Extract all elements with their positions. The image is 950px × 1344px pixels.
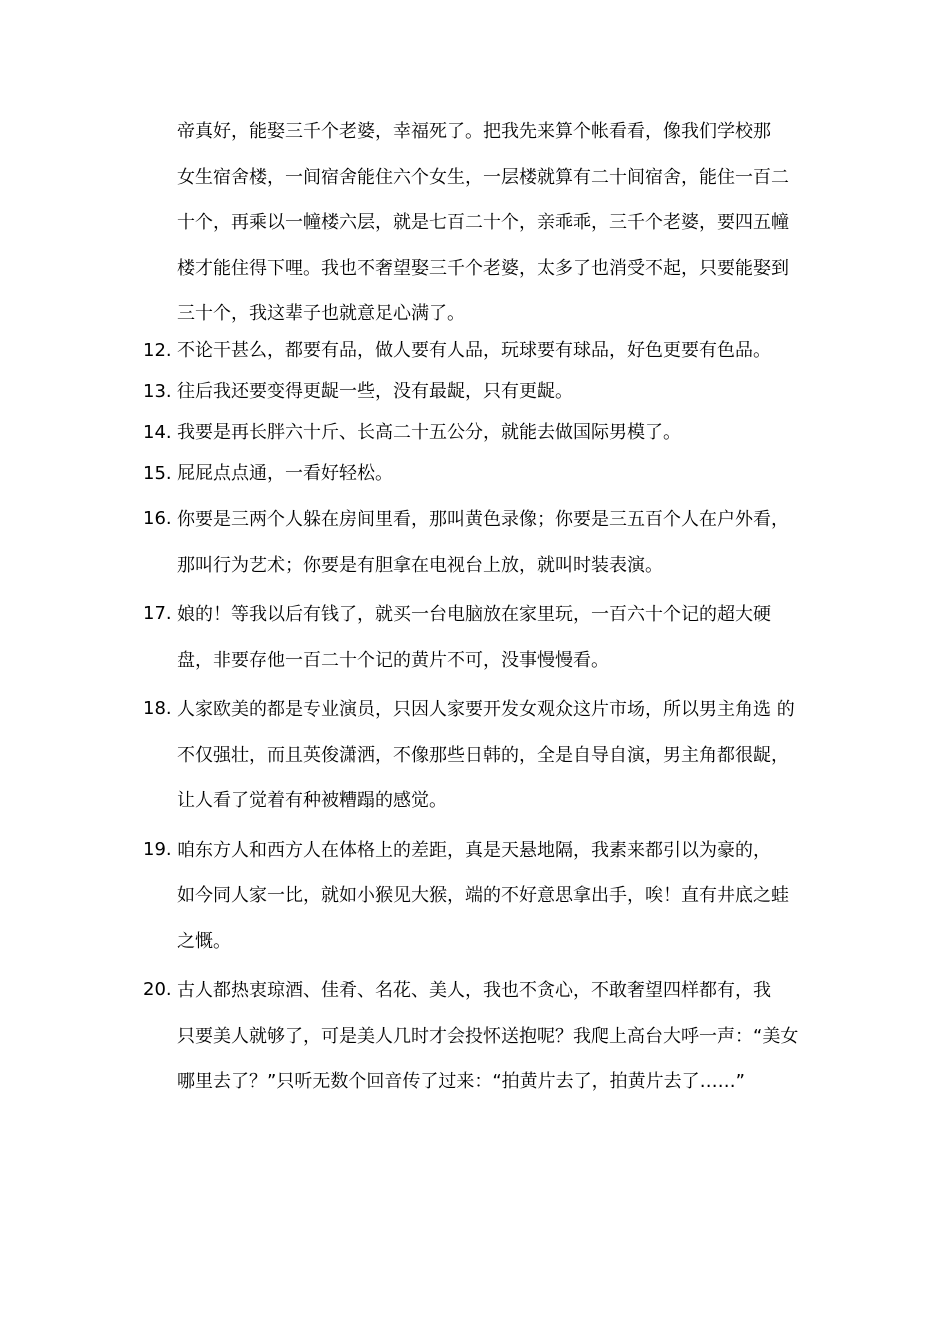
item-number: 12. [143, 340, 172, 361]
text-line: 往后我还要变得更龊一些，没有最龊，只有更龊。 [177, 381, 573, 402]
item-number: 13. [143, 381, 172, 402]
text-line: 人家欧美的都是专业演员，只因人家要开发女观众这片市场，所以男主角选 的 [177, 699, 795, 720]
text-line: 只要美人就够了，可是美人几时才会投怀送抱呢？我爬上高台大呼一声：“美女 [177, 1025, 799, 1047]
text-line: 不仅强壮，而且英俊潇洒，不像那些日韩的，全是自导自演，男主角都很龊， [177, 744, 789, 766]
list-item [143, 497, 833, 588]
list-item [143, 968, 833, 1105]
text-line: 让人看了觉着有种被糟蹋的感觉。 [177, 790, 447, 811]
text-line: 古人都热衷琼酒、佳肴、名花、美人，我也不贪心，不敢奢望四样都有，我 [177, 980, 771, 1001]
text-line: 帝真好，能娶三千个老婆，幸福死了。把我先来算个帐看看，像我们学校那 [177, 121, 771, 142]
text-line: 娘的！等我以后有钱了，就买一台电脑放在家里玩，一百六十个记的超大硬 [177, 604, 771, 625]
item-number: 20. [143, 979, 172, 1000]
text-line: 咱东方人和西方人在体格上的差距，真是天悬地隔，我素来都引以为豪的， [177, 839, 771, 861]
text-line: 我要是再长胖六十斤、长高二十五公分，就能去做国际男模了。 [177, 422, 681, 443]
text-line: 十个，再乘以一幢楼六层，就是七百二十个，亲乖乖，三千个老婆，要四五幢 [177, 212, 789, 233]
list-item [143, 374, 833, 410]
text-line: 三十个，我这辈子也就意足心满了。 [177, 303, 465, 324]
list-item [143, 828, 833, 965]
item-number: 17. [143, 603, 172, 624]
item-number: 19. [143, 838, 172, 860]
text-line: 如今同人家一比，就如小猴见大猴，端的不好意思拿出手，唉！直有井底之蛙 [177, 885, 789, 906]
text-line: 那叫行为艺术；你要是有胆拿在电视台上放，就叫时装表演。 [177, 554, 663, 576]
list-item [143, 415, 833, 451]
list-item [143, 456, 833, 492]
item-number: 16. [143, 508, 172, 529]
text-line: 盘，非要存他一百二十个记的黄片不可，没事慢慢看。 [177, 649, 609, 671]
text-line: 你要是三两个人躲在房间里看，那叫黄色录像；你要是三五百个人在户外看， [177, 509, 789, 530]
item-number: 18. [143, 698, 172, 719]
list-item [143, 333, 833, 369]
continued-paragraph [177, 109, 827, 337]
list-item [143, 687, 833, 824]
item-number: 14. [143, 422, 172, 443]
text-line: 不论干甚么，都要有品，做人要有人品，玩球要有球品，好色更要有色品。 [177, 340, 771, 361]
text-line: 屁屁点点通，一看好轻松。 [177, 463, 393, 484]
text-line: 哪里去了？”只听无数个回音传了过来：“拍黄片去了，拍黄片去了……” [177, 1071, 745, 1092]
text-line: 女生宿舍楼，一间宿舍能住六个女生，一层楼就算有二十间宿舍，能住一百二 [177, 166, 789, 188]
item-number: 15. [143, 463, 172, 484]
numbered-list [143, 333, 833, 1109]
text-line: 之慨。 [177, 930, 231, 952]
list-item [143, 592, 833, 683]
text-line: 楼才能住得下哩。我也不奢望娶三千个老婆，太多了也消受不起，只要能娶到 [177, 257, 789, 279]
